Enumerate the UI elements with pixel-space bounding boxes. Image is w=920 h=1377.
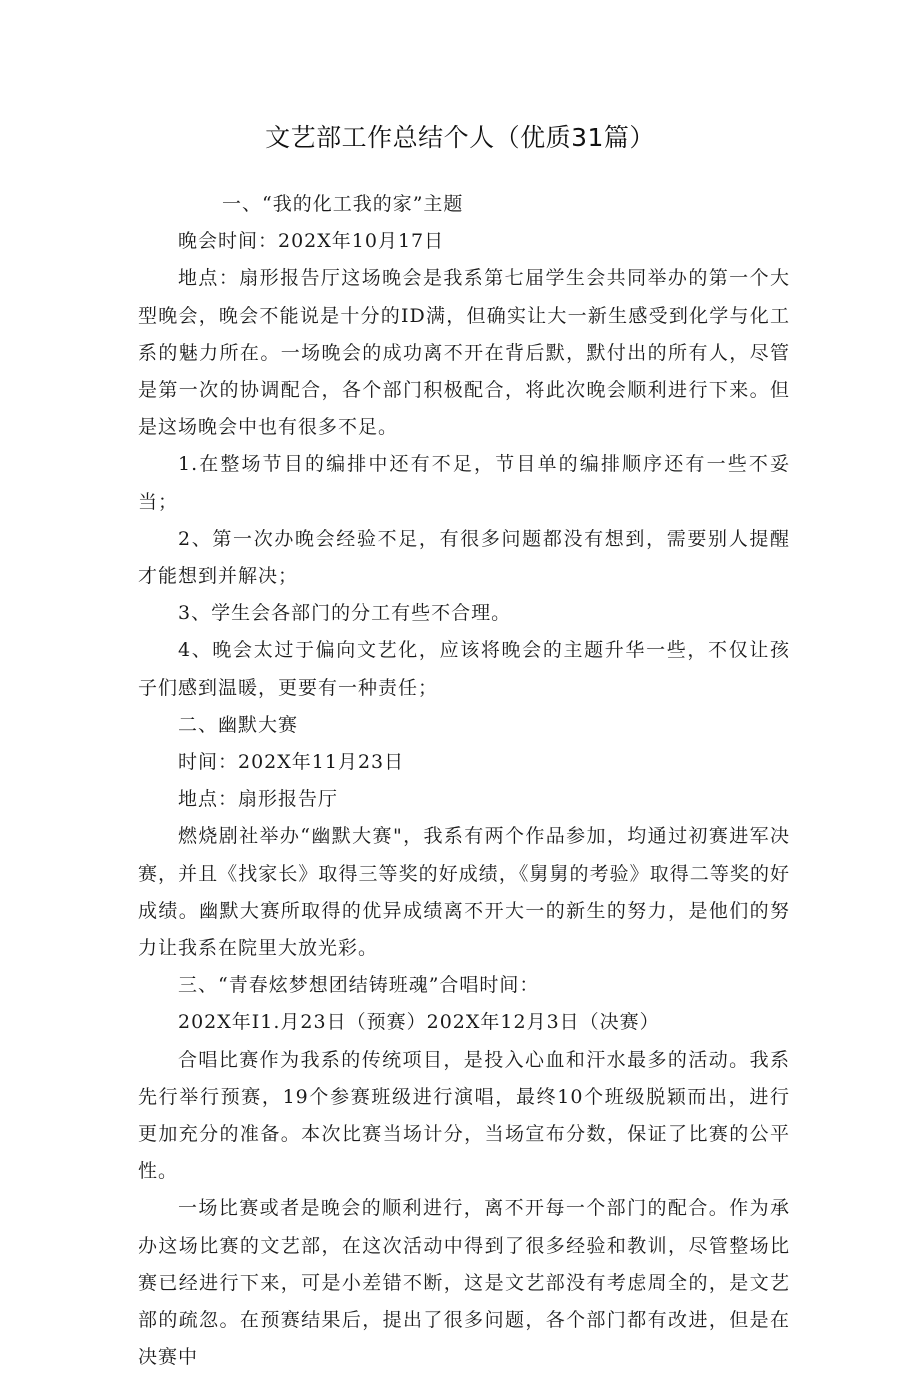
- section-heading-3: 三、“青春炫梦想团结铸班魂”合唱时间：: [178, 974, 540, 997]
- paragraph-reflection: 一场比赛或者是晚会的顺利进行，离不开每一个部门的配合。作为承办这场比赛的文艺部，在这次活动中得到了很多经验和教训，尽管整场比赛已经进行下来，可是小差错不断，这是文艺部没有考虑周全的，是文艺部的疏忽。在预赛结果后，提出了很多问题，各个部门都有改进，但是在决赛中: [138, 1197, 790, 1369]
- paragraph-location-2: 地点：扇形报告厅: [178, 788, 339, 811]
- paragraph-event-time-2: 时间：202X年11月23日: [178, 751, 405, 774]
- paragraph-location-1: 地点：扇形报告厅这场晚会是我系第七届学生会共同举办的第一个大型晚会，晚会不能说是十分的ID满，但确实让大一新生感受到化学与化工系的魅力所在。一场晚会的成功离不开在背后默，默付出的所有人，尽管是第一次的协调配合，各个部门积极配合，将此次晚会顺利进行下来。但是这场晚会中也有很多不足。: [138, 267, 790, 439]
- paragraph-event-dates-3: 202X年I1.月23日（预赛）202X年12月3日（决赛）: [178, 1011, 660, 1034]
- paragraph-issue-3: 3、学生会各部门的分工有些不合理。: [178, 602, 512, 625]
- paragraph-chorus-contest: 合唱比赛作为我系的传统项目，是投入心血和汗水最多的活动。我系先行举行预赛，19个参赛班级进行演唱，最终10个班级脱颖而出，进行更加充分的准备。本次比赛当场计分，当场宣布分数，保证了比赛的公平性。: [138, 1048, 790, 1183]
- document-title: 文艺部工作总结个人（优质31篇）: [265, 123, 655, 152]
- document-body: [138, 186, 790, 1377]
- paragraph-issue-1: 1.在整场节目的编排中还有不足，节目单的编排顺序还有一些不妥当；: [138, 453, 790, 513]
- section-heading-1: 一、“我的化工我的家”主题: [222, 193, 464, 215]
- paragraph-issue-4: 4、晚会太过于偏向文艺化，应该将晚会的主题升华一些，不仅让孩子们感到温暖，更要有一种责任；: [138, 639, 790, 699]
- section-heading-2: 二、幽默大赛: [178, 713, 299, 736]
- paragraph-issue-2: 2、第一次办晚会经验不足，有很多问题都没有想到，需要别人提醒才能想到并解决；: [138, 527, 790, 588]
- paragraph-humor-contest: 燃烧剧社举办“幽默大赛"，我系有两个作品参加，均通过初赛进军决赛，并且《找家长》取得三等奖的好成绩，《舅舅的考验》取得二等奖的好成绩。幽默大赛所取得的优异成绩离不开大一的新生的努力，是他们的努力让我系在院里大放光彩。: [138, 825, 790, 960]
- paragraph-event-time-1: 晚会时间：202X年10月17日: [178, 230, 445, 253]
